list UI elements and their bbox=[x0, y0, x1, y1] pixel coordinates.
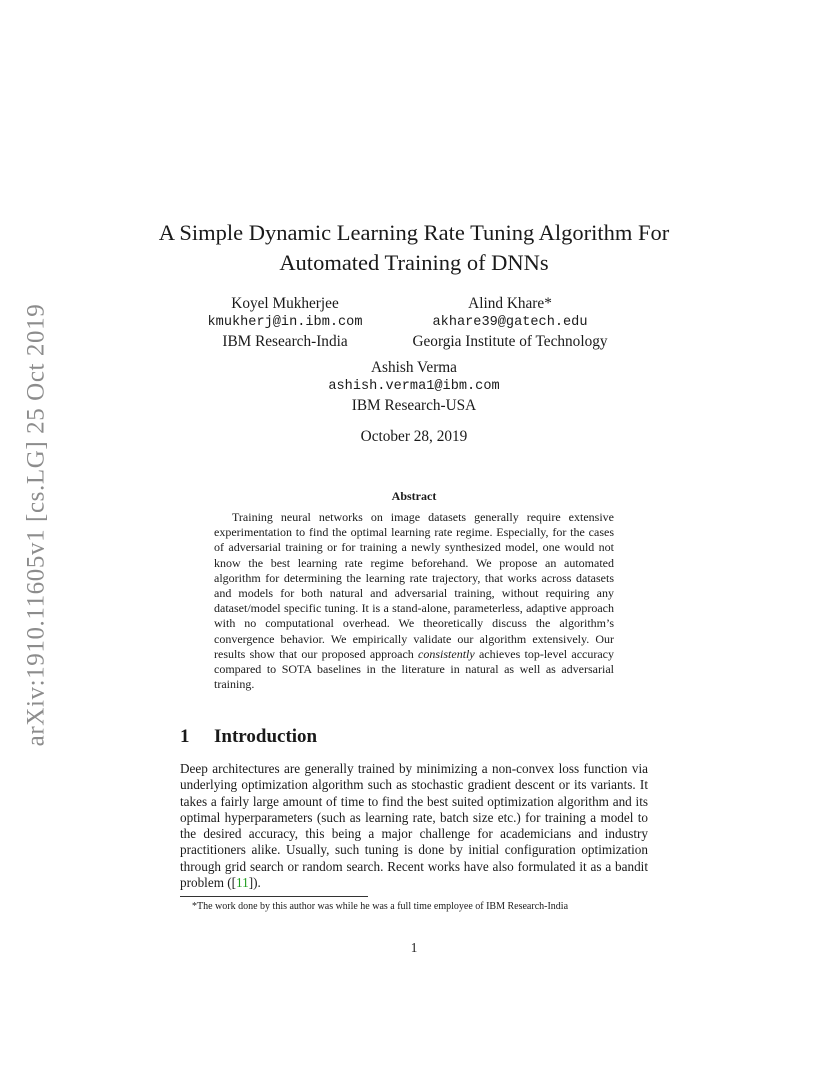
paper-title: A Simple Dynamic Learning Rate Tuning Algorithm For Automated Training of DNNs bbox=[158, 220, 670, 275]
abstract-heading: Abstract bbox=[391, 489, 437, 503]
author-block-3 bbox=[314, 358, 514, 415]
section-heading bbox=[180, 726, 317, 748]
author-email: kmukherj@in.ibm.com bbox=[207, 315, 363, 330]
paper-date: October 28, 2019 bbox=[360, 428, 468, 445]
intro-text: Deep architectures are generally trained by minimizing a non-convex loss function via underlying optimization algorithm such as stochastic gradient descent or its variants. It takes a fairly large amount of time to find the best suited optimization algorithm and its optimal hyperparameters (such as learning rate, batch size etc.) for training a model to the desired accuracy, this being a major challenge for academicians and industry practitioners alike. Usually, such tuning is done by initial configuration optimization through grid search or random search. Recent works have also formulated it as a bandit problem ([ bbox=[180, 761, 648, 891]
arxiv-identifier: arXiv:1910.11605v1 [cs.LG] 25 Oct 2019 bbox=[22, 303, 50, 747]
footnote-rule bbox=[180, 896, 368, 897]
abstract-emphasis: consistently bbox=[418, 646, 475, 661]
abstract-text bbox=[214, 510, 614, 692]
author-name: Ashish Verma bbox=[371, 359, 457, 376]
author-affiliation: IBM Research-India bbox=[222, 333, 348, 350]
author-affiliation: IBM Research-USA bbox=[351, 397, 477, 414]
author-email: akhare39@gatech.edu bbox=[432, 315, 588, 330]
citation-link[interactable]: 11 bbox=[236, 875, 249, 891]
abstract-body-1: Training neural networks on image datasets generally require extensive experimentation to find the optimal learning rate regime. Especially, for the cases of adversarial training or for training a newly synthesized model, one would not know the best learning rate regime beforehand. We propose an automated algorithm for determining the learning rate trajectory, that works across datasets and models for both natural and adversarial training, without requiring any dataset/model specific tuning. It is a stand-alone, parameterless, adaptive approach with no computational overhead. We theoretically discuss the algorithm’s convergence behavior. We empirically validate our algorithm extensively. Our results show that our proposed approach bbox=[214, 510, 614, 661]
author-block-1 bbox=[195, 294, 375, 351]
footnote: *The work done by this author was while he was a full time employee of IBM Research-India bbox=[192, 901, 569, 912]
section-number: 1 bbox=[180, 726, 190, 747]
author-block-2 bbox=[395, 294, 625, 351]
arxiv-sidebar bbox=[18, 290, 54, 760]
author-email: ashish.verma1@ibm.com bbox=[328, 379, 500, 394]
intro-text-end: ]). bbox=[248, 875, 261, 891]
author-name: Alind Khare* bbox=[468, 295, 552, 312]
author-name: Koyel Mukherjee bbox=[231, 295, 339, 312]
section-title: Introduction bbox=[214, 726, 318, 747]
abstract-body-2: achieves top-level accuracy compared to SOTA baselines in the literature in natural as well as adversarial training. bbox=[214, 646, 614, 692]
author-affiliation: Georgia Institute of Technology bbox=[412, 333, 608, 350]
intro-paragraph bbox=[180, 761, 648, 891]
page-number: 1 bbox=[410, 940, 418, 955]
